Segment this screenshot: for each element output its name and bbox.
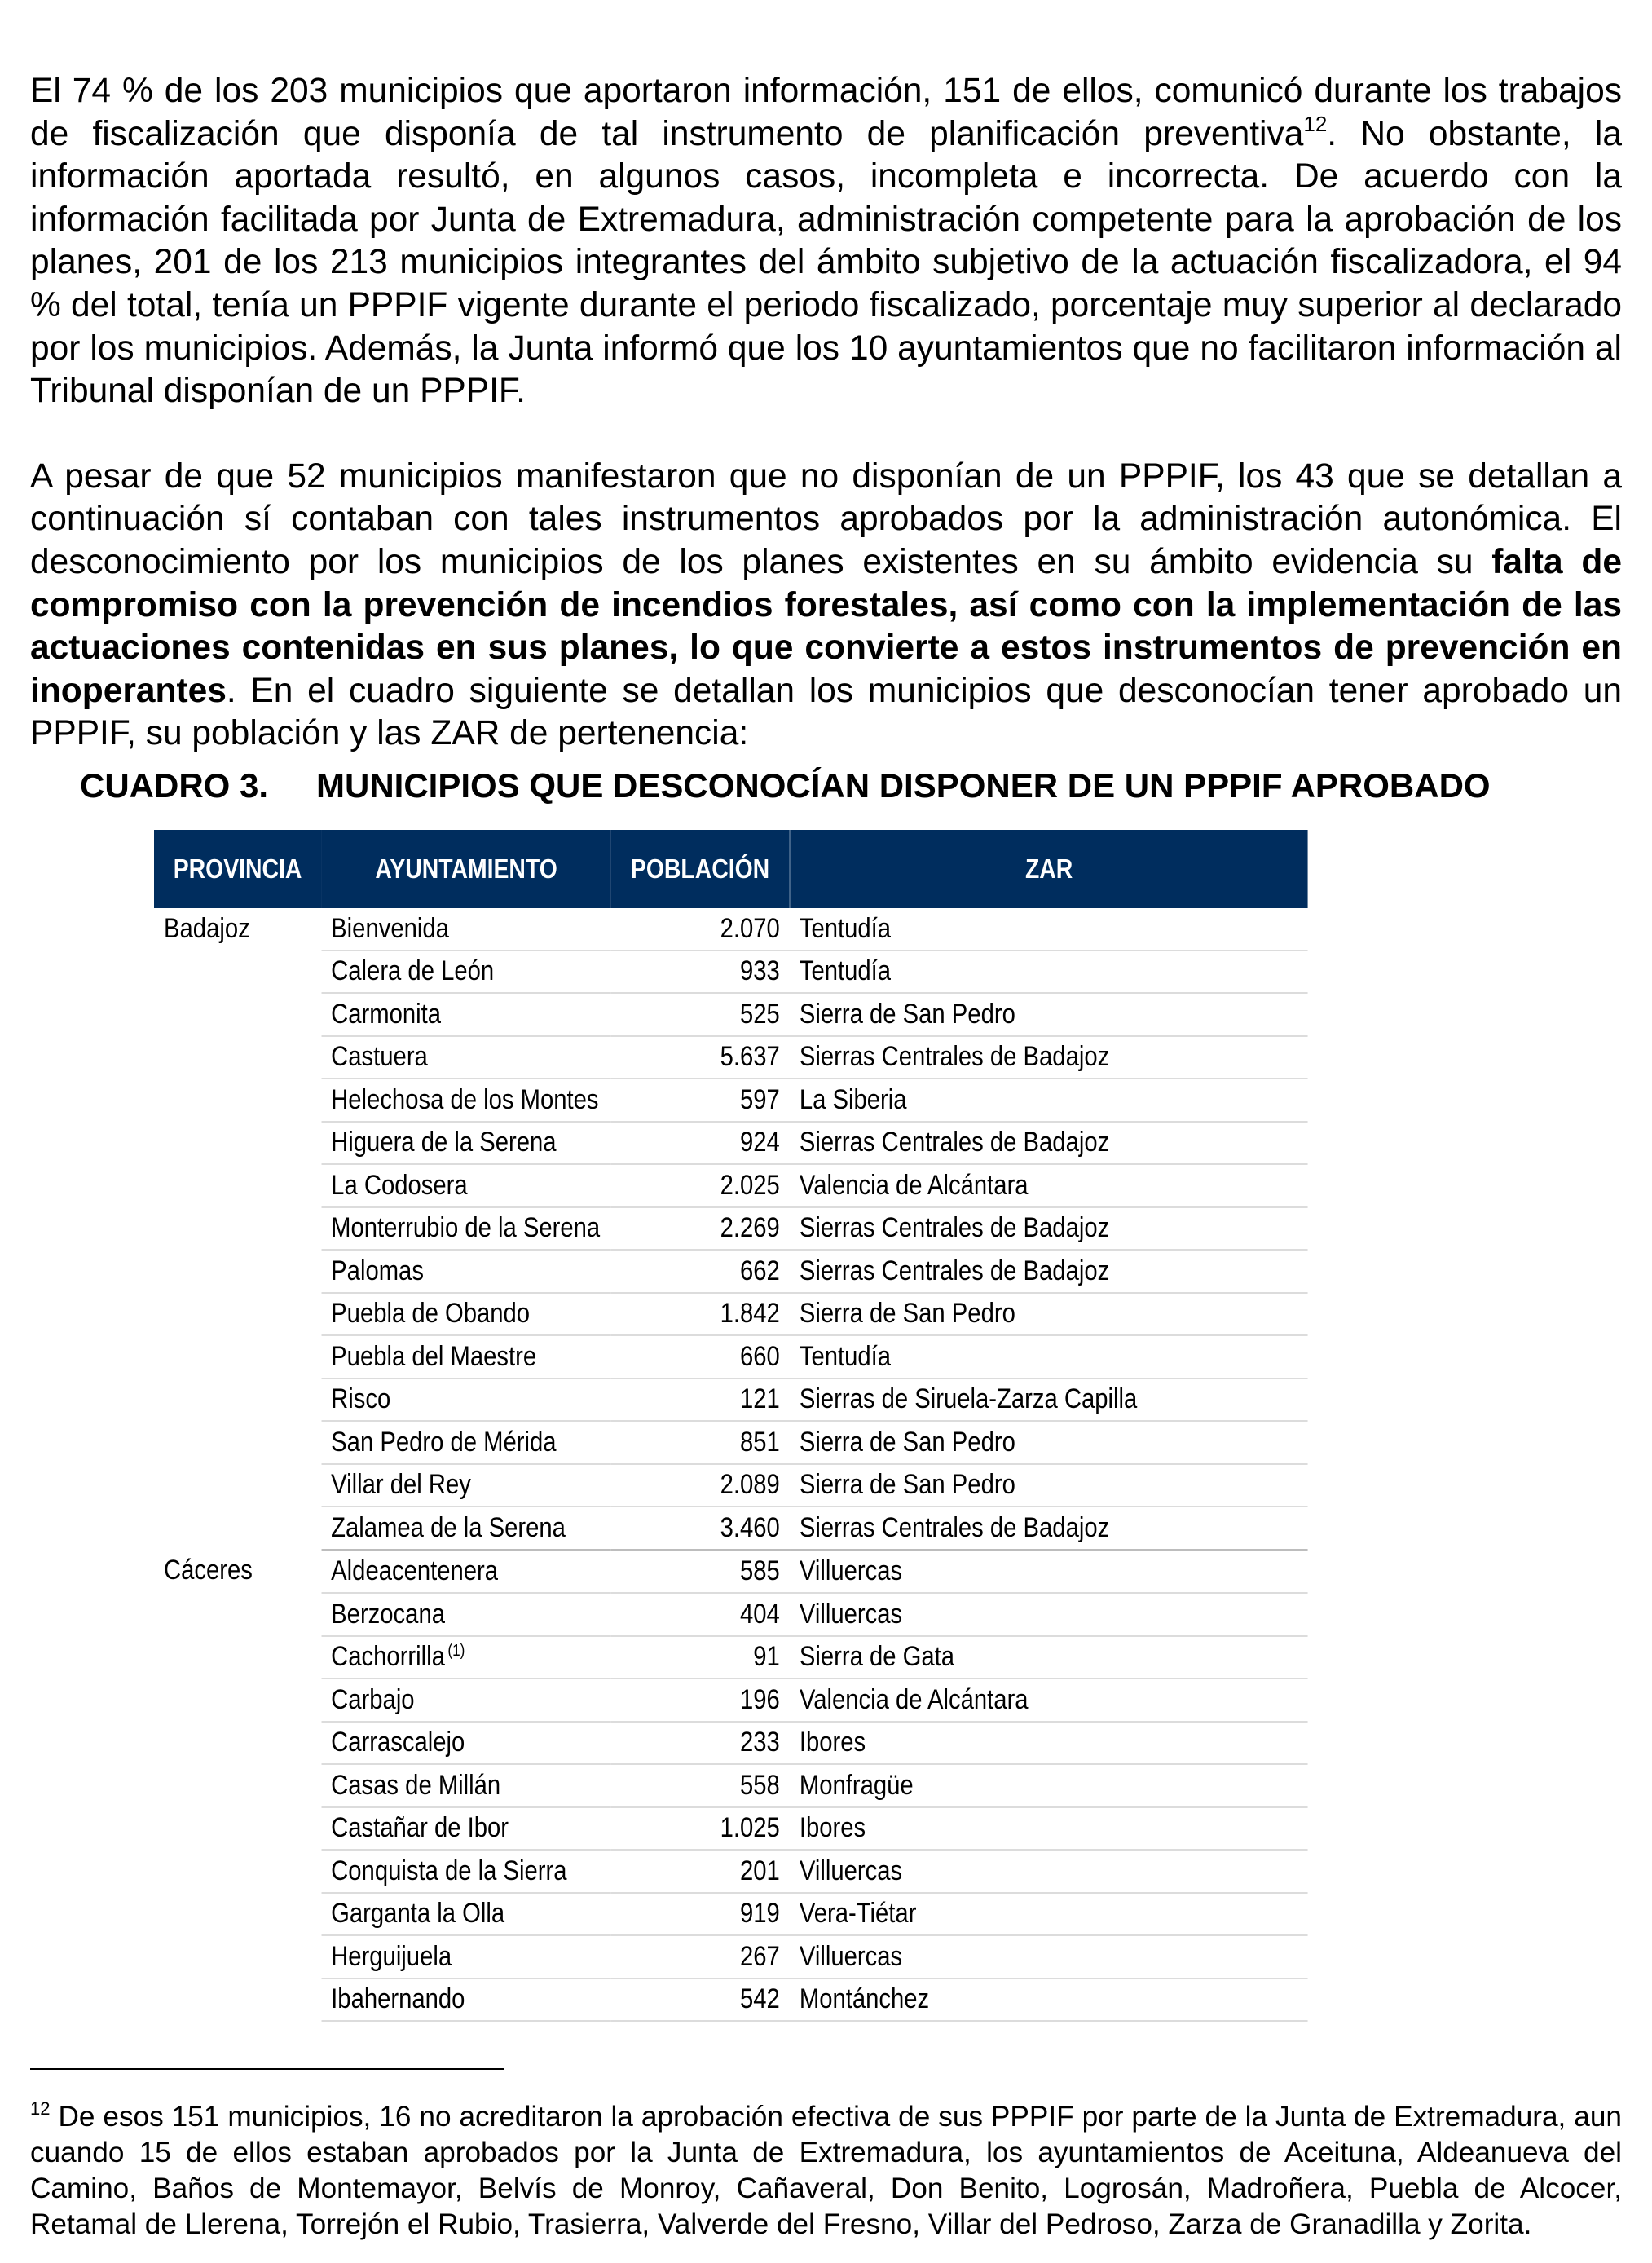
cell-zar: Sierra de San Pedro: [790, 1421, 1308, 1464]
ayuntamiento-name: Aldeacentenera: [331, 1555, 499, 1587]
paragraph-2-bold-finding: falta de compromiso con la prevención de incendios forestales, así como con la implementación de las actuaciones contenidas en sus planes, lo que convierte a estos instrumentos de prevención en inoperantes: [30, 542, 1622, 710]
cell-poblacion: 233: [611, 1722, 790, 1765]
cell-zar: Tentudía: [790, 951, 1308, 994]
ayuntamiento-name: Helechosa de los Montes: [331, 1083, 599, 1115]
cell-zar: Villuercas: [790, 1935, 1308, 1978]
table-row: [154, 1335, 1308, 1379]
cell-ayuntamiento: [321, 1550, 611, 1593]
ayuntamiento-name: Bienvenida: [331, 912, 449, 944]
ayuntamiento-name: Zalamea de la Serena: [331, 1511, 566, 1543]
table-row: [154, 1978, 1308, 2022]
ayuntamiento-name: Casas de Millán: [331, 1769, 501, 1801]
table-row: [154, 1893, 1308, 1936]
paragraph-1-text-a: El 74 % de los 203 municipios que aportaron información, 151 de ellos, comunicó durante los trabajos de fiscalización que disponía de tal instrumento de planificación preventiva: [30, 72, 1622, 153]
cell-poblacion: 525: [611, 993, 790, 1036]
municipalities-table: [154, 830, 1308, 2022]
cell-provincia: Cáceres: [164, 1555, 253, 1586]
cell-ayuntamiento: [321, 1593, 611, 1636]
table-row: [154, 1850, 1308, 1893]
table-row: [154, 1935, 1308, 1978]
table-row: [154, 908, 1308, 951]
table-row: [154, 1722, 1308, 1765]
ayuntamiento-name: Palomas: [331, 1255, 424, 1286]
cell-ayuntamiento: [321, 1978, 611, 2022]
cell-zar: La Siberia: [790, 1079, 1308, 1122]
cell-zar: Monfragüe: [790, 1764, 1308, 1807]
cell-zar: Tentudía: [790, 1335, 1308, 1379]
ayuntamiento-name: Calera de León: [331, 955, 495, 987]
ayuntamiento-name: La Codosera: [331, 1169, 468, 1201]
footnote-separator: [30, 2068, 504, 2070]
cell-ayuntamiento: [321, 1421, 611, 1464]
cell-poblacion: 542: [611, 1978, 790, 2022]
ayuntamiento-name: Castañar de Ibor: [331, 1812, 509, 1844]
ayuntamiento-name: Cachorrilla: [331, 1641, 445, 1673]
table-row: [154, 1636, 1308, 1679]
table-row: [154, 1293, 1308, 1336]
table-row: [154, 1764, 1308, 1807]
cell-poblacion: 2.089: [611, 1464, 790, 1507]
paragraph-2-text-a: A pesar de que 52 municipios manifestaron que no disponían de un PPPIF, los 43 que se detallan a continuación sí contaban con tales instrumentos aprobados por la administración autonómica. El desconocimiento por los municipios de los planes existentes en su ámbito evidencia su: [30, 457, 1622, 581]
cell-poblacion: 2.269: [611, 1207, 790, 1251]
table-row: [154, 1464, 1308, 1507]
ayuntamiento-name: Carbajo: [331, 1683, 415, 1715]
cell-zar: Sierras Centrales de Badajoz: [790, 1506, 1308, 1550]
report-body: [30, 70, 1622, 756]
cell-poblacion: 91: [611, 1636, 790, 1679]
cell-provincia: Badajoz: [164, 913, 250, 944]
ayuntamiento-name: Higuera de la Serena: [331, 1127, 557, 1158]
cell-ayuntamiento: [321, 1722, 611, 1765]
paragraph-1-text-b: . No obstante, la información aportada resultó, en algunos casos, incompleta e incorrecta. De acuerdo con la información facilitada por Junta de Extremadura, administración competente para la aprobación de los planes, 201 de los 213 municipios integrantes del ámbito subjetivo de la actuación fiscalizadora, el 94 % del total, tenía un PPPIF vigente durante el periodo fiscalizado, porcentaje muy superior al declarado por los municipios. Además, la Junta informó que los 10 ayuntamientos que no facilitaron información al Tribunal disponían de un PPPIF.: [30, 114, 1623, 411]
table-row: [154, 1421, 1308, 1464]
cell-poblacion: 585: [611, 1550, 790, 1593]
cell-zar: Valencia de Alcántara: [790, 1164, 1308, 1207]
ayuntamiento-name: Castuera: [331, 1041, 428, 1073]
footnote-mark: 12: [30, 2098, 51, 2119]
cell-ayuntamiento: [321, 1250, 611, 1293]
cell-ayuntamiento: [321, 993, 611, 1036]
cell-zar: Villuercas: [790, 1550, 1308, 1593]
cell-poblacion: 558: [611, 1764, 790, 1807]
ayuntamiento-name: Garganta la Olla: [331, 1898, 505, 1930]
table-row: [154, 1250, 1308, 1293]
header-poblacion: POBLACIÓN: [611, 830, 790, 908]
cell-zar: Sierras Centrales de Badajoz: [790, 1250, 1308, 1293]
cell-zar: Montánchez: [790, 1978, 1308, 2022]
paragraph-2-text-b: . En el cuadro siguiente se detallan los municipios que desconocían tener aprobado un PPPIF, su población y las ZAR de pertenencia:: [30, 671, 1622, 753]
cell-poblacion: 1.025: [611, 1807, 790, 1851]
table-caption-number: CUADRO 3.: [80, 766, 269, 805]
cell-poblacion: 121: [611, 1379, 790, 1422]
table-caption: [80, 765, 1596, 807]
ayuntamiento-name: Risco: [331, 1383, 391, 1415]
cell-poblacion: 1.842: [611, 1293, 790, 1336]
cell-zar: Valencia de Alcántara: [790, 1679, 1308, 1722]
cell-ayuntamiento: [321, 1164, 611, 1207]
cell-zar: Tentudía: [790, 908, 1308, 951]
cell-zar: Sierras Centrales de Badajoz: [790, 1122, 1308, 1165]
ayuntamiento-name: Herguijuela: [331, 1940, 452, 1972]
cell-zar: Sierras Centrales de Badajoz: [790, 1207, 1308, 1251]
table-row: [154, 1036, 1308, 1079]
cell-ayuntamiento: [321, 1506, 611, 1550]
cell-zar: Villuercas: [790, 1850, 1308, 1893]
ayuntamiento-name: Carrascalejo: [331, 1727, 465, 1758]
cell-ayuntamiento: [321, 1122, 611, 1165]
ayuntamiento-name: Ibahernando: [331, 1983, 465, 2015]
cell-zar: Sierras de Siruela-Zarza Capilla: [790, 1379, 1308, 1422]
cell-ayuntamiento: [321, 1935, 611, 1978]
table-row: [154, 1207, 1308, 1251]
cell-zar: Sierras Centrales de Badajoz: [790, 1036, 1308, 1079]
cell-poblacion: 662: [611, 1250, 790, 1293]
cell-ayuntamiento: [321, 951, 611, 994]
cell-poblacion: 919: [611, 1893, 790, 1936]
header-zar: ZAR: [790, 830, 1308, 908]
cell-ayuntamiento: [321, 1379, 611, 1422]
paragraph-1: [30, 70, 1622, 413]
table-row: [154, 1807, 1308, 1851]
cell-ayuntamiento: [321, 1293, 611, 1336]
table-row: [154, 1379, 1308, 1422]
cell-ayuntamiento: [321, 1207, 611, 1251]
ayuntamiento-name: Puebla de Obando: [331, 1298, 531, 1330]
cell-zar: Sierra de Gata: [790, 1636, 1308, 1679]
table-row: [154, 1079, 1308, 1122]
cell-poblacion: 660: [611, 1335, 790, 1379]
cell-ayuntamiento: [321, 1079, 611, 1122]
cell-ayuntamiento: [321, 1679, 611, 1722]
cell-zar: Ibores: [790, 1722, 1308, 1765]
cell-poblacion: 5.637: [611, 1036, 790, 1079]
cell-zar: Ibores: [790, 1807, 1308, 1851]
table-row: [154, 1593, 1308, 1636]
table-row: [154, 1122, 1308, 1165]
cell-ayuntamiento: [321, 1807, 611, 1851]
cell-ayuntamiento: [321, 1850, 611, 1893]
table-caption-title: MUNICIPIOS QUE DESCONOCÍAN DISPONER DE UN PPPIF APROBADO: [316, 766, 1491, 805]
cell-poblacion: 404: [611, 1593, 790, 1636]
cell-zar: Villuercas: [790, 1593, 1308, 1636]
cell-ayuntamiento: [321, 908, 611, 951]
cell-poblacion: 924: [611, 1122, 790, 1165]
cell-ayuntamiento: [321, 1464, 611, 1507]
cell-zar: Vera-Tiétar: [790, 1893, 1308, 1936]
table-row: [154, 951, 1308, 994]
table-row: [154, 993, 1308, 1036]
paragraph-2: [30, 456, 1622, 756]
header-ayuntamiento: AYUNTAMIENTO: [321, 830, 611, 908]
cell-zar: Sierra de San Pedro: [790, 1464, 1308, 1507]
table-row: [154, 1164, 1308, 1207]
ayuntamiento-name: Villar del Rey: [331, 1469, 471, 1501]
header-provincia: PROVINCIA: [154, 830, 321, 908]
ayuntamiento-name: San Pedro de Mérida: [331, 1426, 557, 1458]
cell-ayuntamiento: [321, 1335, 611, 1379]
cell-ayuntamiento: [321, 1764, 611, 1807]
cell-ayuntamiento: [321, 1893, 611, 1936]
cell-poblacion: 933: [611, 951, 790, 994]
cell-poblacion: 267: [611, 1935, 790, 1978]
cell-poblacion: 597: [611, 1079, 790, 1122]
ayuntamiento-name: Puebla del Maestre: [331, 1340, 537, 1372]
ayuntamiento-name: Carmonita: [331, 998, 442, 1030]
footnote-reference-12[interactable]: 12: [1303, 111, 1328, 136]
cell-zar: Sierra de San Pedro: [790, 1293, 1308, 1336]
cell-ayuntamiento: [321, 1036, 611, 1079]
table-header-row: [154, 830, 1308, 908]
cell-ayuntamiento: [321, 1636, 611, 1679]
cell-poblacion: 3.460: [611, 1506, 790, 1550]
cell-poblacion: 2.025: [611, 1164, 790, 1207]
table-row: [154, 1506, 1308, 1550]
table-row: [154, 1679, 1308, 1722]
cell-poblacion: 851: [611, 1421, 790, 1464]
cell-poblacion: 196: [611, 1679, 790, 1722]
ayuntamiento-name: Monterrubio de la Serena: [331, 1212, 601, 1244]
cell-poblacion: 201: [611, 1850, 790, 1893]
cell-poblacion: 2.070: [611, 908, 790, 951]
footnote-text: De esos 151 municipios, 16 no acreditaron la aprobación efectiva de sus PPPIF por parte de la Junta de Extremadura, aun cuando 15 de ellos estaban aprobados por la Junta de Extremadura, los ayuntamientos de Aceituna, Aldeanueva del Camino, Baños de Montemayor, Belvís de Monroy, Cañaveral, Don Benito, Logrosán, Madroñera, Puebla de Alcocer, Retamal de Llerena, Torrejón el Rubio, Trasierra, Valverde del Fresno, Villar del Pedroso, Zarza de Granadilla y Zorita.: [30, 2101, 1622, 2240]
footnote-12: [30, 2099, 1622, 2243]
table-row: [154, 1550, 1308, 1593]
cell-zar: Sierra de San Pedro: [790, 993, 1308, 1036]
table-note-mark: (1): [447, 1642, 465, 1661]
ayuntamiento-name: Conquista de la Sierra: [331, 1855, 567, 1886]
ayuntamiento-name: Berzocana: [331, 1598, 445, 1630]
table-body: [154, 908, 1308, 2021]
